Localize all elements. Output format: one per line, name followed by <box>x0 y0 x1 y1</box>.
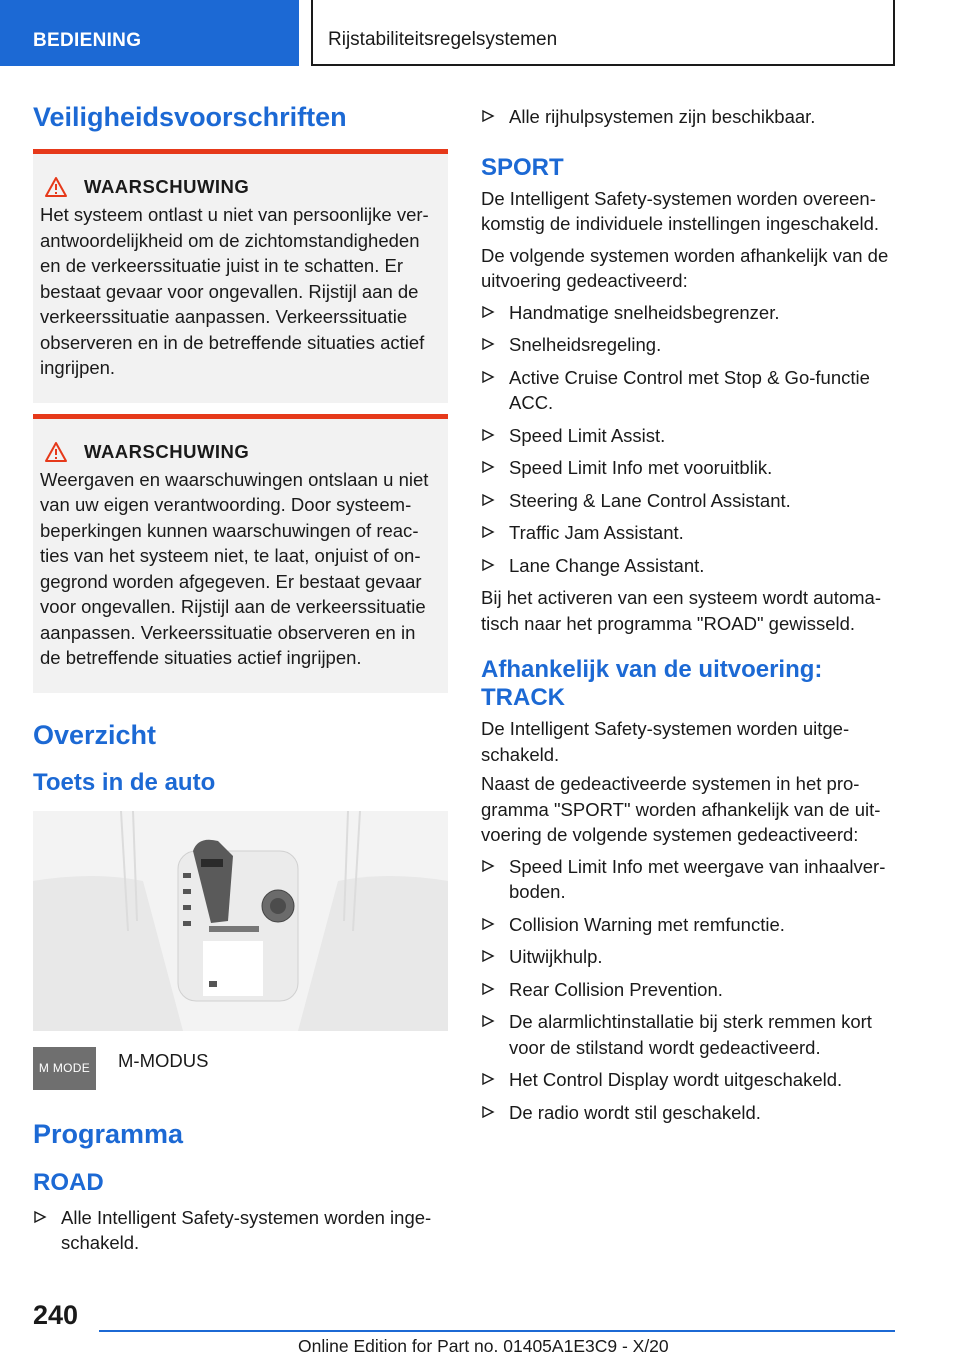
list-item: Lane Change Assistant. <box>481 553 896 579</box>
warning-label: WAARSCHUWING <box>84 440 250 462</box>
m-mode-label: M-MODUS <box>118 1049 209 1071</box>
list-item: Het Control Display wordt uitgeschakeld. <box>481 1067 896 1093</box>
bullet-triangle-icon <box>481 337 495 351</box>
chapter-title: Rijstabiliteitsregelsystemen <box>311 0 895 66</box>
track-paragraph-1: De Intelligent Safety-systemen worden uitgeschakeld. <box>481 718 850 765</box>
button-in-car-title: Toets in de auto <box>33 768 216 796</box>
list-item: Speed Limit Info met weergave van inhaalverboden. <box>481 854 896 905</box>
warning-text: Het systeem ontlast u niet van persoonlijke verantwoordelijkheid om de zichtomstandigheden en de verkeerssituatie juist in te schatten. Er bestaat gevaar voor ongevallen. Rijstijl aan de verkeerssituatie aanpassen. Verkeerssituatie observeren en in de betreffende situaties actief ingrijpen. <box>40 204 429 378</box>
bullet-triangle-icon <box>481 1014 495 1028</box>
list-item: Alle rijhulpsystemen zijn beschikbaar. <box>481 104 896 130</box>
sport-paragraph-2: De volgende systemen worden afhankelijk van de uitvoering gedeactiveerd: <box>481 244 889 291</box>
center-console-illustration <box>33 811 448 1031</box>
track-paragraph-2: Naast de gedeactiveerde systemen in het programma "SPORT" worden afhankelijk van de uitvoering de volgende systemen gedeactiveerd: <box>481 773 881 845</box>
section-tab: BEDIENING <box>0 0 299 66</box>
track-title: Afhankelijk van de uitvoering: TRACK <box>481 656 823 711</box>
page-number: 240 <box>33 1300 79 1330</box>
mode-button-row <box>33 1047 448 1090</box>
bullet-triangle-icon <box>481 109 495 123</box>
warning-header <box>40 441 440 463</box>
sport-title: SPORT <box>481 153 564 181</box>
list-item: Handmatige snelheidsbegrenzer. <box>481 300 896 326</box>
left-column <box>33 100 448 1263</box>
sport-paragraph-3: Bij het activeren van een systeem wordt automatisch naar het programma "ROAD" gewisseld. <box>481 587 882 634</box>
bullet-triangle-icon <box>481 370 495 384</box>
warning-triangle-icon <box>44 441 68 463</box>
warning-text: Weergaven en waarschuwingen ontslaan u niet van uw eigen verantwoording. Door systeembeperkingen kunnen waarschuwingen of reacties van het systeem niet, te laat, onjuist of ongegrond worden afgegeven. Er bestaat gevaar voor ongevallen. Rijstijl aan de verkeerssituatie aanpassen. Verkeerssituatie observeren en in de betreffende situaties actief ingrijpen. <box>40 468 429 668</box>
bullet-triangle-icon <box>481 1105 495 1119</box>
bullet-triangle-icon <box>481 1072 495 1086</box>
list-item: Uitwijkhulp. <box>481 944 896 970</box>
bullet-triangle-icon <box>481 460 495 474</box>
footer-divider <box>99 1330 895 1332</box>
warning-header <box>40 176 440 198</box>
bullet-triangle-icon <box>33 1210 47 1224</box>
list-item: Snelheidsregeling. <box>481 332 896 358</box>
overview-title: Overzicht <box>33 719 157 750</box>
list-item: Collision Warning met remfunctie. <box>481 912 896 938</box>
bullet-triangle-icon <box>481 859 495 873</box>
warning-triangle-icon <box>44 176 68 198</box>
sport-list <box>481 300 896 579</box>
bullet-triangle-icon <box>481 305 495 319</box>
list-item: Speed Limit Info met vooruitblik. <box>481 455 896 481</box>
bullet-triangle-icon <box>481 493 495 507</box>
warning-box-1 <box>33 149 448 403</box>
program-title: Programma <box>33 1118 184 1149</box>
right-column <box>481 104 896 1132</box>
list-item: Steering & Lane Control Assistant. <box>481 488 896 514</box>
list-item: Alle Intelligent Safety-systemen worden ingeschakeld. <box>33 1205 448 1256</box>
list-item: De radio wordt stil geschakeld. <box>481 1100 896 1126</box>
bullet-triangle-icon <box>481 949 495 963</box>
list-item: Traffic Jam Assistant. <box>481 520 896 546</box>
road-list <box>33 1205 448 1256</box>
list-item: Active Cruise Control met Stop & Go-functie ACC. <box>481 365 896 416</box>
warning-label: WAARSCHUWING <box>84 176 250 197</box>
bullet-triangle-icon <box>481 917 495 931</box>
list-item: Speed Limit Assist. <box>481 423 896 449</box>
list-item: Rear Collision Prevention. <box>481 977 896 1003</box>
road-list-cont <box>481 104 896 130</box>
bullet-triangle-icon <box>481 428 495 442</box>
bullet-triangle-icon <box>481 525 495 539</box>
sport-paragraph-1: De Intelligent Safety-systemen worden overeenkomstig de individuele instellingen ingeschakeld. <box>481 187 879 234</box>
bullet-triangle-icon <box>481 558 495 572</box>
safety-title: Veiligheidsvoorschriften <box>33 102 347 132</box>
gear-console-photo <box>33 811 448 1031</box>
edition-text: Online Edition for Part no. 01405A1E3C9 - X/20 <box>298 1336 669 1356</box>
list-item: De alarmlichtinstallatie bij sterk remmen kort voor de stilstand wordt gedeactiveerd. <box>481 1009 896 1060</box>
warning-box-2 <box>33 414 448 693</box>
track-list <box>481 854 896 1126</box>
bullet-triangle-icon <box>481 982 495 996</box>
road-title: ROAD <box>33 1168 104 1196</box>
m-mode-button-icon: M MODE <box>33 1047 96 1090</box>
